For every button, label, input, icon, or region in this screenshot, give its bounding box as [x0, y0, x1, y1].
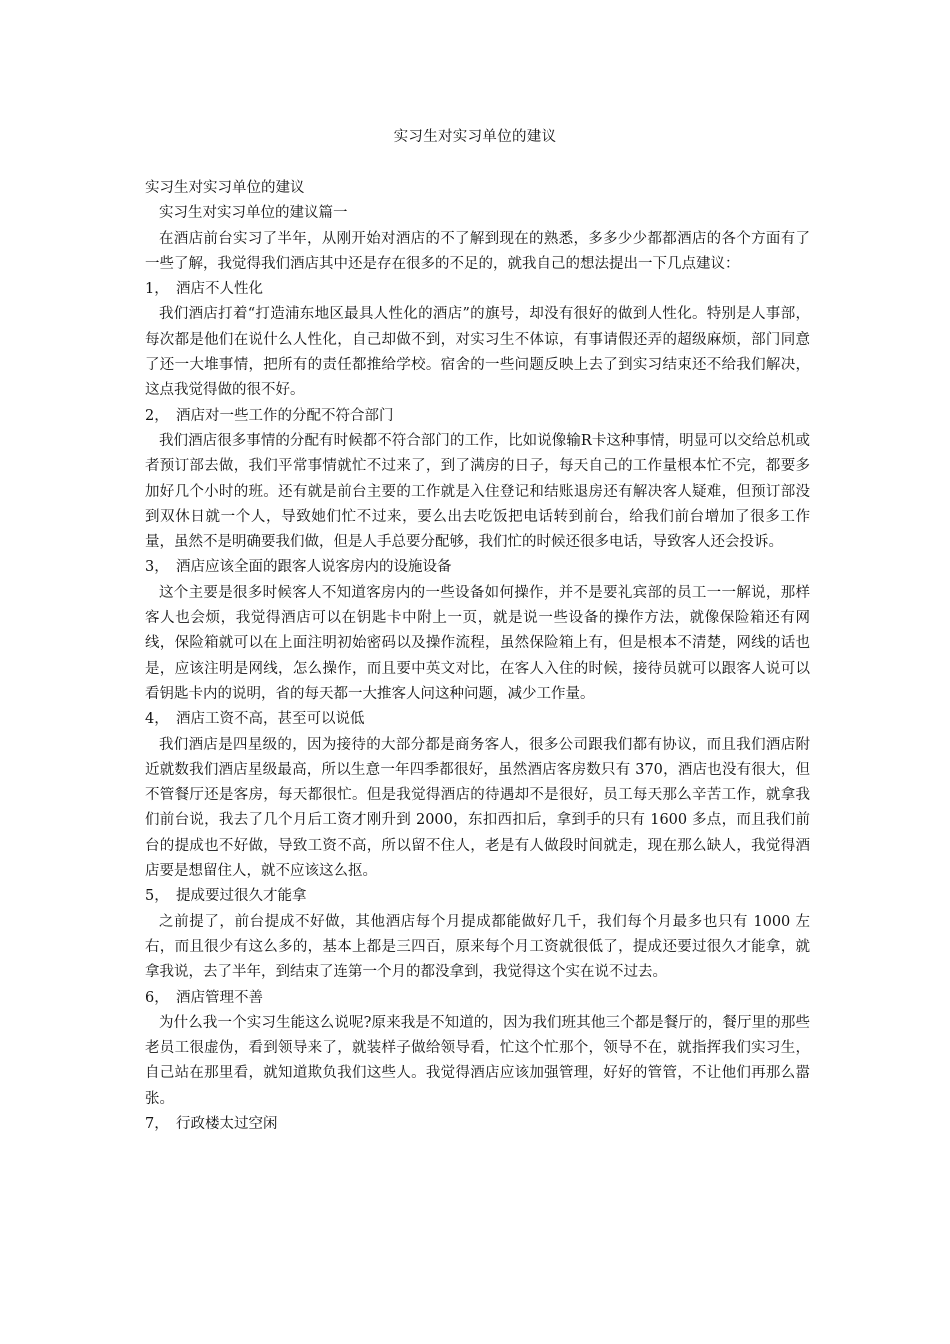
section-paragraph: 这个主要是很多时候客人不知道客房内的一些设备如何操作，并不是要礼宾部的员工一一解说，那样客人也会烦，我觉得酒店可以在钥匙卡中附上一页，就是说一些设备的操作方法，就像保险箱还有网线，保险箱就可以在上面注明初始密码以及操作流程，虽然保险箱上有，但是根本不清楚，网线的话也是，应该注明是网线，怎么操作，而且要中英文对比，在客人入住的时候，接待员就可以跟客人说可以看钥匙卡内的说明，省的每天都一大推客人问这种问题，减少工作量。	[145, 584, 810, 702]
section-paragraph: 为什么我一个实习生能这么说呢?原来我是不知道的，因为我们班其他三个都是餐厅的，餐厅里的那些老员工很虚伪，看到领导来了，就装样子做给领导看，忙这个忙那个，领导不在，就指挥我们实习生，自己站在那里看，就知道欺负我们这些人。我觉得酒店应该加强管理，好好的管管，不让他们再那么嚣张。	[145, 1014, 810, 1107]
section-heading: 5， 提成要过很久才能拿	[145, 888, 307, 905]
section-heading: 2， 酒店对一些工作的分配不符合部门	[145, 407, 394, 424]
document-body	[145, 176, 810, 1137]
intro-paragraph: 在酒店前台实习了半年，从刚开始对酒店的不了解到现在的熟悉，多多少少都都酒店的各个方面有了一些了解，我觉得我们酒店其中还是存在很多的不足的，就我自己的想法提出一下几点建议：	[145, 230, 810, 272]
document-subheading: 实习生对实习单位的建议篇一	[159, 205, 348, 222]
section-heading: 1， 酒店不人性化	[145, 281, 263, 298]
document-heading: 实习生对实习单位的建议	[145, 180, 305, 196]
section-heading: 7， 行政楼太过空闲	[145, 1115, 278, 1132]
section-paragraph: 之前提了，前台提成不好做，其他酒店每个月提成都能做好几千，我们每个月最多也只有 1000 左右，而且很少有这么多的，基本上都是三四百，原来每个月工资就很低了，提成还要过很久才能拿，就拿我说，去了半年，到结束了连第一个月的都没拿到，我觉得这个实在说不过去。	[145, 913, 810, 981]
section-paragraph: 我们酒店打着“打造浦东地区最具人性化的酒店”的旗号，却没有很好的做到人性化。特别是人事部，每次都是他们在说什么人性化，自己却做不到，对实习生不体谅，有事请假还弄的超级麻烦，部门同意了还一大堆事情，把所有的责任都推给学校。宿舍的一些问题反映上去了到实习结束还不给我们解决，这点我觉得做的很不好。	[145, 306, 810, 399]
section-heading: 4， 酒店工资不高，甚至可以说低	[145, 711, 365, 728]
section-paragraph: 我们酒店很多事情的分配有时候都不符合部门的工作，比如说像输R卡这种事情，明显可以交给总机或者预订部去做，我们平常事情就忙不过来了，到了满房的日子，每天自己的工作量根本忙不完，都要多加好几个小时的班。还有就是前台主要的工作就是入住登记和结账退房还有解决客人疑难，但预订部没到双休日就一个人，导致她们忙不过来，要么出去吃饭把电话转到前台，给我们前台增加了很多工作量，虽然不是明确要我们做，但是人手总要分配够，我们忙的时候还很多电话，导致客人还会投诉。	[145, 432, 810, 551]
section-heading: 6， 酒店管理不善	[145, 989, 263, 1006]
section-heading: 3， 酒店应该全面的跟客人说客房内的设施设备	[145, 559, 452, 576]
document-title: 实习生对实习单位的建议	[393, 129, 557, 145]
section-paragraph: 我们酒店是四星级的，因为接待的大部分都是商务客人，很多公司跟我们都有协议，而且我们酒店附近就数我们酒店星级最高，所以生意一年四季都很好，虽然酒店客房数只有 370，酒店也没有很大，但不管餐厅还是客房，每天都很忙。但是我觉得酒店的待遇却不是很好，员工每天那么辛苦工作，就拿我们前台说，我去了几个月后工资才刚升到 2000，东扣西扣后，拿到手的只有 1600 多点，而且我们前台的提成也不好做，导致工资不高，所以留不住人，老是有人做段时间就走，现在那么缺人，我觉得酒店要是想留住人，就不应该这么抠。	[145, 736, 810, 880]
